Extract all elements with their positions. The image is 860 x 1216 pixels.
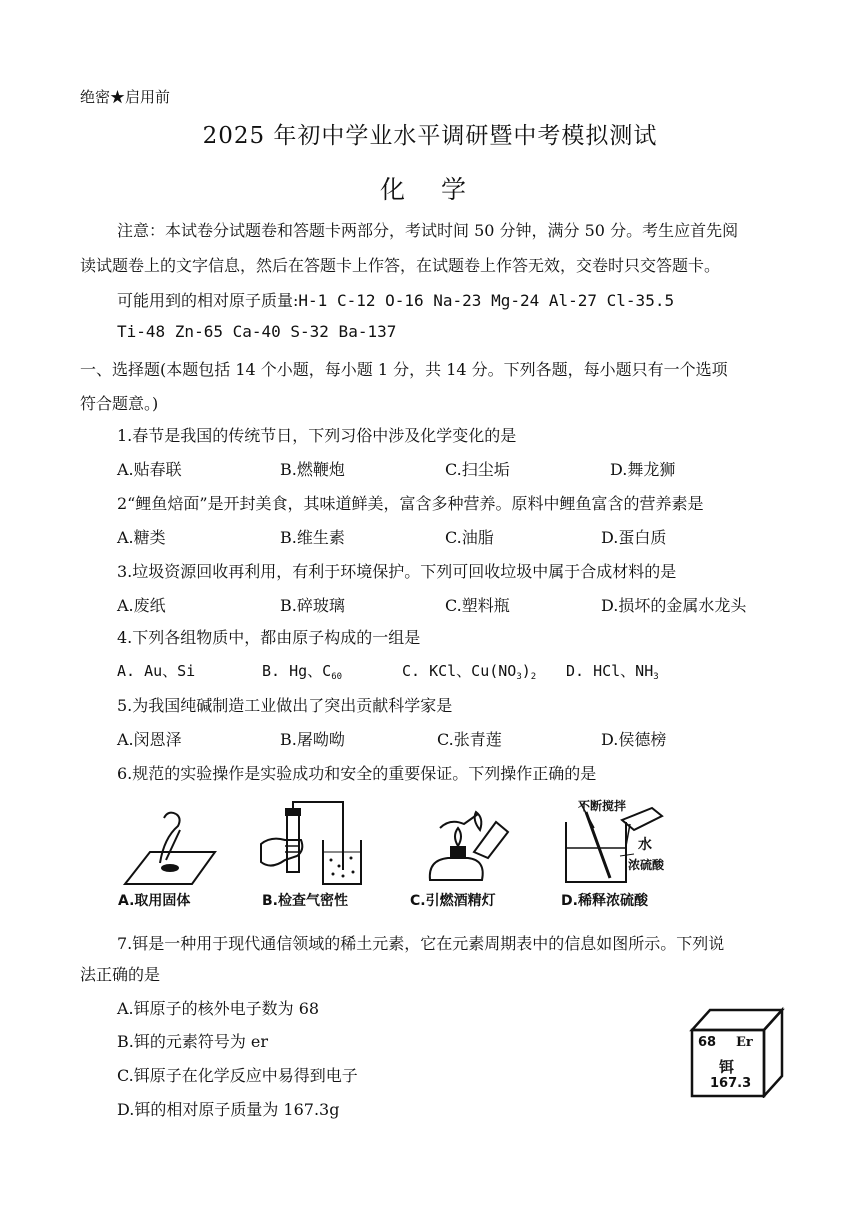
- question-6-option-c: C.引燃酒精灯: [410, 893, 496, 909]
- question-5-option-b: B.屠呦呦: [280, 730, 345, 749]
- question-1-option-d: D.舞龙狮: [610, 460, 676, 479]
- notice-line-2: 读试题卷上的文字信息，然后在答题卡上作答，在试题卷上作答无效，交卷时只交答题卡。: [80, 256, 721, 275]
- element-symbol: Er: [736, 1035, 753, 1050]
- question-4-option-c: [402, 660, 536, 682]
- section-1-heading: 一、选择题(本题包括 14 个小题，每小题 1 分，共 14 分。下列各题，每小题只有一个选项: [80, 360, 728, 379]
- question-5-stem: 5.为我国纯碱制造工业做出了突出贡献科学家是: [117, 696, 453, 715]
- notice-line-1: 注意：本试卷分试题卷和答题卡两部分，考试时间 50 分钟，满分 50 分。考生应首先阅: [117, 221, 739, 240]
- question-4-option-b-sub: 60: [331, 672, 343, 682]
- atomic-masses-line-1: [117, 288, 674, 311]
- illustration-d-acid-label: 浓硫酸: [628, 858, 665, 872]
- question-4-option-d-sub: 3: [653, 672, 659, 682]
- atomic-masses-label: 可能用到的相对原子质量:: [117, 291, 299, 310]
- question-6-option-a: A.取用固体: [118, 893, 191, 909]
- illustration-d-water-label: 水: [638, 837, 652, 853]
- question-6-stem: 6.规范的实验操作是实验成功和安全的重要保证。下列操作正确的是: [117, 764, 597, 783]
- question-3-option-c: C.塑料瓶: [445, 596, 510, 615]
- question-7-option-c: C.铒原子在化学反应中易得到电子: [117, 1066, 358, 1085]
- exam-subject: 化 学: [380, 175, 480, 204]
- question-7-option-a: A.铒原子的核外电子数为 68: [117, 999, 320, 1018]
- question-7-option-d: D.铒的相对原子质量为 167.3g: [117, 1100, 340, 1119]
- question-7-option-b: B.铒的元素符号为 er: [117, 1032, 269, 1051]
- question-4-option-c-sub2: 2: [530, 672, 537, 682]
- question-4-option-b: [262, 660, 342, 682]
- question-4-option-d-text: D. HCl、NH: [566, 662, 654, 680]
- element-atomic-number: 68: [698, 1035, 717, 1050]
- exam-title: 2025 年初中学业水平调研暨中考模拟测试: [202, 123, 658, 149]
- confidential-mark: 绝密★启用前: [80, 88, 171, 106]
- illustration-take-solid: [120, 808, 220, 888]
- question-6-option-b: B.检查气密性: [262, 893, 348, 909]
- question-2-stem: 2“鲤鱼焙面”是开封美食，其味道鲜美，富含多种营养。原料中鲤鱼富含的营养素是: [117, 494, 704, 513]
- question-1-stem: 1.春节是我国的传统节日，下列习俗中涉及化学变化的是: [117, 426, 517, 445]
- question-4-option-a: A. Au、Si: [117, 662, 196, 680]
- question-1-option-a: A.贴春联: [117, 460, 182, 479]
- question-1-option-c: C.扫尘垢: [445, 460, 510, 479]
- question-4-option-b-text: B. Hg、C: [262, 662, 332, 680]
- question-2-option-b: B.维生素: [280, 528, 345, 547]
- question-7-stem-line-1: 7.铒是一种用于现代通信领域的稀土元素，它在元素周期表中的信息如图所示。下列说: [117, 934, 725, 953]
- question-4-option-d: [566, 660, 659, 682]
- question-1-option-b: B.燃鞭炮: [280, 460, 345, 479]
- question-3-option-d: D.损坏的金属水龙头: [601, 596, 747, 615]
- question-5-option-c: C.张青莲: [437, 730, 502, 749]
- illustration-check-airtightness: [257, 800, 367, 890]
- question-4-option-c-paren: ): [521, 662, 531, 680]
- atomic-masses-line-2: Ti-48 Zn-65 Ca-40 S-32 Ba-137: [117, 322, 397, 341]
- illustration-light-alcohol-lamp: [420, 800, 510, 890]
- question-6-option-d: D.稀释浓硫酸: [561, 893, 648, 909]
- question-2-option-a: A.糖类: [117, 528, 166, 547]
- question-4-stem: 4.下列各组物质中，都由原子构成的一组是: [117, 628, 421, 647]
- element-atomic-mass: 167.3: [710, 1076, 752, 1091]
- question-4-option-c-sub1: 3: [516, 672, 522, 682]
- section-1-heading-cont: 符合题意。): [80, 394, 159, 413]
- question-3-option-a: A.废纸: [117, 596, 166, 615]
- question-3-stem: 3.垃圾资源回收再利用，有利于环境保护。下列可回收垃圾中属于合成材料的是: [117, 562, 677, 581]
- atomic-masses-values-1: H-1 C-12 O-16 Na-23 Mg-24 Al-27 Cl-35.5: [298, 291, 675, 310]
- question-5-option-a: A.闵恩泽: [117, 730, 182, 749]
- question-7-stem-line-2: 法正确的是: [80, 965, 161, 984]
- question-3-option-b: B.碎玻璃: [280, 596, 345, 615]
- question-5-option-d: D.侯德榜: [601, 730, 667, 749]
- question-2-option-d: D.蛋白质: [601, 528, 667, 547]
- question-4-option-c-text: C. KCl、Cu(NO: [402, 662, 517, 680]
- question-2-option-c: C.油脂: [445, 528, 494, 547]
- illustration-d-stir-label: 不断搅拌: [578, 799, 627, 813]
- element-name: 铒: [719, 1058, 735, 1076]
